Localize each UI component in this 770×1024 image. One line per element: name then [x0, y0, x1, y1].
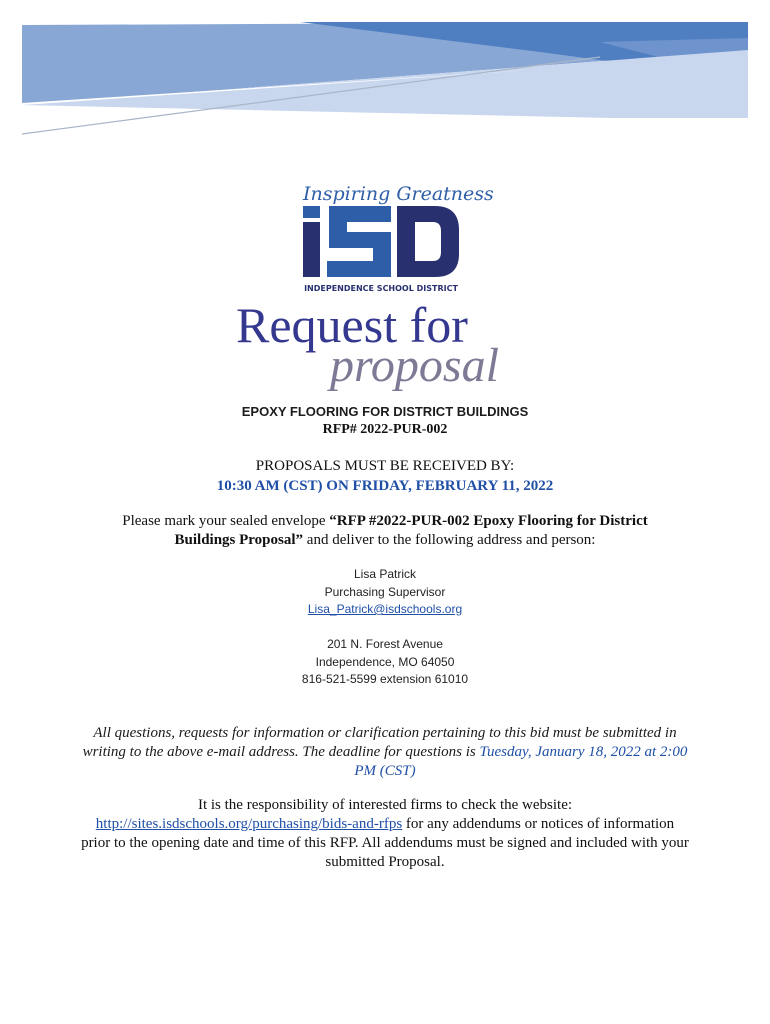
contact-block — [0, 566, 770, 619]
responsibility-line-1: It is the responsibility of interested firms to check the website: — [197, 797, 573, 813]
title-line-1: Request for — [236, 297, 468, 353]
deadline-value: 10:30 AM (CST) ON FRIDAY, FEBRUARY 11, 2022 — [216, 478, 554, 494]
address-street: 201 N. Forest Avenue — [327, 637, 443, 651]
district-logo — [295, 172, 494, 297]
instructions-suffix: and deliver to the following address and person: — [303, 532, 596, 548]
envelope-label: “RFP #2022-PUR-002 Epoxy Flooring for District Buildings Proposal” — [174, 513, 648, 548]
submission-instructions — [100, 512, 670, 550]
logo-tagline: Inspiring Greatness — [303, 183, 494, 205]
rfp-number: RFP# 2022-PUR-002 — [322, 422, 448, 437]
logo-district-name: INDEPENDENCE SCHOOL DISTRICT — [304, 284, 458, 293]
title-line-2: proposal — [330, 339, 499, 392]
deadline-label: PROPOSALS MUST BE RECEIVED BY: — [255, 458, 515, 474]
contact-email-link[interactable]: Lisa_Patrick@isdschools.org — [307, 602, 463, 616]
bids-website-link[interactable]: http://sites.isdschools.org/purchasing/bids-and-rfps — [95, 816, 403, 832]
questions-text: All questions, requests for information or clarification pertaining to this bid must be submitted in writing to the above e-mail address. The deadline for questions is — [82, 725, 677, 760]
questions-deadline: Tuesday, January 18, 2022 at 2:00 PM (CST) — [354, 744, 688, 779]
rfp-subject: EPOXY FLOORING FOR DISTRICT BUILDINGS — [241, 404, 529, 419]
contact-name: Lisa Patrick — [353, 567, 417, 581]
responsibility-rest: for any addendums or notices of information prior to the opening date and time of this RFP. All addendums must be signed and included with your submitted Proposal. — [81, 816, 689, 870]
questions-paragraph — [80, 724, 690, 781]
address-block — [0, 636, 770, 689]
document-title — [0, 296, 770, 396]
contact-role: Purchasing Supervisor — [324, 584, 446, 599]
header-banner — [0, 0, 770, 150]
instructions-prefix: Please mark your sealed envelope — [122, 513, 330, 529]
contact-phone: 816-521-5599 extension 61010 — [301, 672, 469, 686]
address-city: Independence, MO 64050 — [315, 654, 455, 669]
responsibility-paragraph — [80, 796, 690, 872]
